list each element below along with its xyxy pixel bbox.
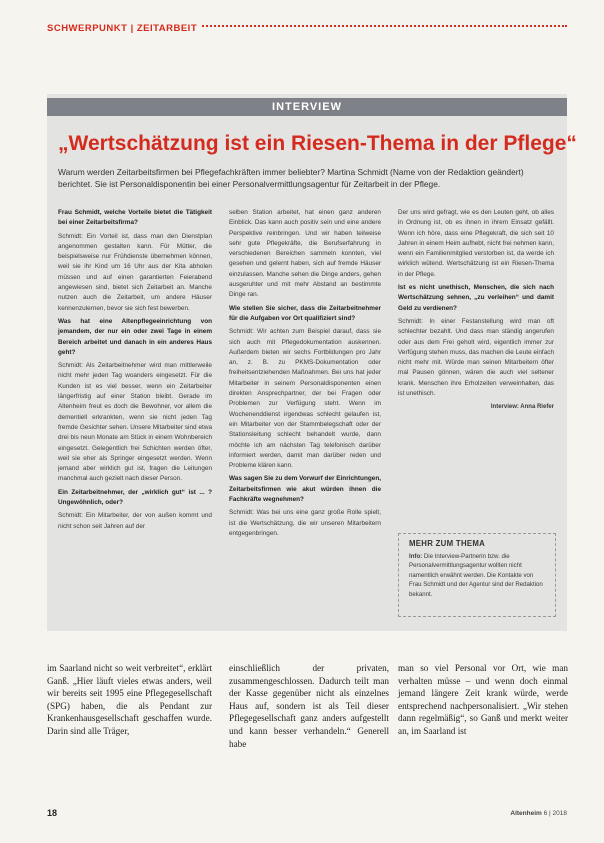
article-column-1: im Saarland nicht so weit verbreitet“, erklärt Ganß. „Hier läuft vieles etwas anders, weil wir bereits seit 1995 eine Pflegegesellschaft (SPG) haben, die als Pendant zur Krankenhausgesellschaft geschaffen wurde. Darin sind alle Träger, — [47, 663, 212, 736]
question: Wie stellen Sie sicher, dass die Zeitarbeitnehmer für die Aufgaben vor Ort qualifiziert sind? — [229, 304, 381, 322]
answer: Der uns wird gefragt, wie es den Leuten geht, ob alles in Ordnung ist, ob es ihnen in ihrem Einsatz gefällt. Wenn ich höre, dass eine Pflegekraft, die sich seit 10 Jahren in einem Heim aufhebt, nicht frei nehmen kann, wenn ein Familienmitglied verstorben ist, da werde ich wirklich wütend. Wertschätzung ist ein Riesen-Thema in der Pflege. — [398, 209, 554, 278]
article-column-3: man so viel Personal vor Ort, wie man verhalten müsse – und wenn doch einmal jemand längere Zeit krank würde, werde entsprechend nachpersonalisiert. „Wir stehen dann regelmäßig“, so Ganß und merkt weiter an, im Saarland ist — [398, 663, 568, 736]
answer: Schmidt: Wir achten zum Beispiel darauf, dass sie sich auch mit Pflegedokumentation auskennen. Außerdem bieten wir sechs Fortbildungen pro Jahr an, z. B. zu PKMS-Dokumentation oder freiheitsentziehenden Maßnahmen. Bei uns hat jeder Mitarbeiter in seinem Personaldisponenten einen direkten Ansprechpartner, der bei Fragen oder Problemen zur Verfügung steht. Wenn im Wochenenddienst irgendwas schlecht gelaufen ist, ein Mitarbeiter von der Stammbelegschaft oder der Stationsleitung schlecht behandelt wurde, dann möchte ich am nächsten Tag telefonisch darüber informiert werden, damit man darüber reden und Probleme klären kann. — [229, 328, 381, 470]
answer: Schmidt: Was bei uns eine ganz große Rolle spielt, ist die Wertschätzung, die wir unseren Mitarbeitern entgegenbringen. — [229, 509, 381, 537]
more-info-text — [409, 552, 545, 599]
info-label: Info: — [409, 553, 423, 560]
page-number: 18 — [47, 808, 58, 818]
interview-tag: INTERVIEW — [47, 98, 567, 116]
magazine-issue: 6 | 2018 — [543, 810, 567, 817]
more-info-box — [398, 533, 556, 617]
interview-column-2 — [229, 208, 381, 542]
magazine-footer — [510, 810, 567, 817]
question: Frau Schmidt, welche Vorteile bietet die Tätigkeit bei einer Zeitarbeitsfirma? — [58, 209, 212, 227]
answer: Schmidt: Ein Vorteil ist, dass man den Dienstplan angenommen gestalten kann. Für Mütter, die beispielsweise nur Frühdienste übernehmen können, weil sie ihr Kind um 16 Uhr aus der Kita abholen müssen und auf einen garantierten Feierabend angewiesen sind, bietet sich Zeitarbeit an. Manche nutzen auch die Zeitarbeit, um andere Häuser kennenzulernen, bevor sie sich fest bewerben. — [58, 232, 212, 312]
headline: „Wertschätzung ist ein Riesen-Thema in der Pflege“ — [58, 132, 577, 155]
magazine-name: Altenheim — [510, 810, 542, 817]
question: Was hat eine Altenpflegeeinrichtung von jemandem, der nur ein oder zwei Tage in einem Bereich arbeitet und danach in ein anderes Haus geht? — [58, 317, 212, 356]
question: Ein Zeitarbeitnehmer, der „wirklich gut“ ist ... ? Ungewöhnlich, oder? — [58, 488, 212, 507]
more-info-title: MEHR ZUM THEMA — [409, 539, 486, 548]
answer: Schmidt: Als Zeitarbeitnehmer wird man mittlerweile nicht mehr jeden Tag woanders eingesetzt. Für die Kunden ist es viel besser, wenn ein Zeitarbeiter längerfristig auf einer Station bleibt. Gerade im Altenheim freut es doch die Bewohner, vor allem die dementiell erkrankten, wenn sie nicht jeden Tag fremde Gesichter sehen. Unsere Mitarbeiter sind etwa drei bis neun Monate am Stück in einem Wohnbereich eingesetzt. Gelegentlich frei Schichten werden öfter, weil sie eher als Springer eingesetzt werden. Wenn jemand aber wirklich gut ist, fragen die Leitungen manchmal auch gezielt nach dieser Person. — [58, 362, 212, 483]
interview-column-1 — [58, 208, 212, 535]
answer: selben Station arbeitet, hat einen ganz anderen Einblick. Das kann auch positiv sein und eine andere Perspektive reinbringen. Und wir haben teilweise sehr gute Pflegekräfte, die Berufserfahrung in verschiedenen Bereichen sammeln konnten, viel gesehen und gelernt haben, sich auf fremde Häuser einzulassen. Manche sehen die Dinge anders, gehen ausgeruhter und mit mehr Abstand an bestimmte Dinge ran. — [229, 209, 381, 299]
section-label: SCHWERPUNKT | ZEITARBEIT — [47, 23, 201, 34]
question: Was sagen Sie zu dem Vorwurf der Einrichtungen, Zeitarbeitsfirmen wie akut würden ihnen die Fachkräfte wegnehmen? — [229, 475, 381, 504]
interview-credit: Interview: Anna Riefer — [490, 404, 554, 411]
section-header — [47, 18, 567, 32]
info-body: Die Interview-Partnerin bzw. die Personalvermittlungsagentur wollten nicht namentlich erwähnt werden. Die Kontakte von Frau Schmidt und der Agentur sind der Redaktion bekannt. — [409, 553, 543, 598]
question: Ist es nicht unethisch, Menschen, die sich nach Wertschätzung sehnen, „zu verleihen“ und damit Geld zu verdienen? — [398, 284, 554, 312]
lead-paragraph: Warum werden Zeitarbeitsfirmen bei Pflegefachkräften immer beliebter? Martina Schmidt (Name von der Redaktion geändert) berichtet. Sie ist Personaldisponentin bei einer Personalvermittlungsagentur für Zeitarbeit in der Pflege. — [58, 167, 524, 189]
interview-column-3 — [398, 208, 554, 416]
article-column-2: einschließlich der privaten, zusammengeschlossen. Dadurch teilt man der Kasse gegenüber nicht als einzelnes Haus auf, sondern ist als Teil dieser Pflegegesellschaft ganz anders aufgestellt und kann besser verhandeln.“ Generell habe — [229, 663, 389, 749]
answer: Schmidt: Ein Mitarbeiter, der von außen kommt und nicht schon seit Jahren auf der — [58, 512, 212, 530]
answer: Schmidt: In einer Festanstellung wird man oft schlechter bezahlt. Und dass man ständig angerufen oder aus dem Frei geholt wird, eigentlich immer zur Verfügung stehen muss, das machen die Leute einfach nicht mehr mit. Würde man seinen Mitarbeitern öfter mal Pausen gönnen, wären die auch viel seltener krank. Menschen ihre Erholzeiten verweinhalten, das ist unethisch. — [398, 317, 554, 398]
